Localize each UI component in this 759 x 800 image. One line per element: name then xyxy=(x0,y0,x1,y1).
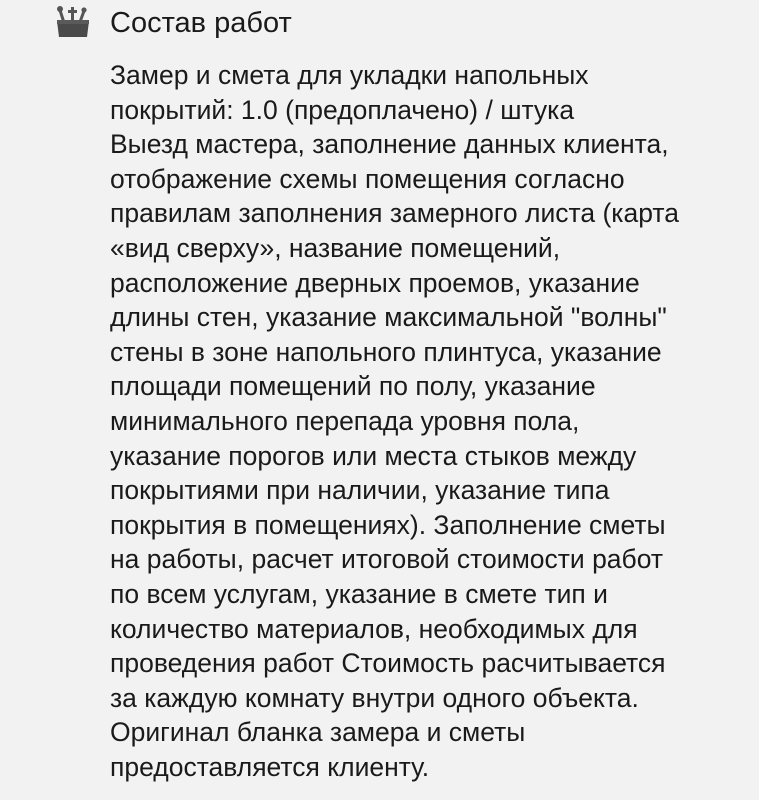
description-line: за каждую комнату внутри одного объекта. xyxy=(110,682,639,713)
description-line: «вид сверху», название помещений, xyxy=(110,232,561,263)
description-line: отображение схемы помещения согласно xyxy=(110,163,625,194)
description-line: минимального перепада уровня пола, xyxy=(110,405,580,436)
description-line: проведения работ Стоимость расчитывается xyxy=(110,648,666,679)
description-line: Замер и смета для укладки напольных xyxy=(110,60,589,90)
description-line: Оригинал бланка замера и сметы xyxy=(110,717,526,748)
description-line: количество материалов, необходимых для xyxy=(110,613,638,644)
description-line: длины стен, указание максимальной "волны" xyxy=(110,302,667,333)
description-line: указание порогов или места стыков между xyxy=(110,440,637,471)
description-line: площади помещений по полу, указание xyxy=(110,371,596,402)
section-title: Состав работ xyxy=(110,7,292,39)
toolbox-icon xyxy=(56,6,90,38)
description-line: стены в зоне напольного плинтуса, указание xyxy=(110,336,662,367)
description-line: Выезд мастера, заполнение данных клиента, xyxy=(110,129,669,160)
description-line: на работы, расчет итоговой стоимости работ xyxy=(110,544,664,575)
description-line: покрытиями при наличии, указание типа xyxy=(110,475,610,506)
description-line: правилам заполнения замерного листа (карта xyxy=(110,198,679,229)
description-line: по всем услугам, указание в смете тип и xyxy=(110,578,608,609)
description-line: предоставляется клиенту. xyxy=(110,751,430,782)
section-description xyxy=(110,58,750,784)
description-line: покрытия в помещениях). Заполнение сметы xyxy=(110,509,666,540)
description-line: расположение дверных проемов, указание xyxy=(110,267,640,298)
description-line: покрытий: 1.0 (предоплачено) / штука xyxy=(110,94,575,125)
